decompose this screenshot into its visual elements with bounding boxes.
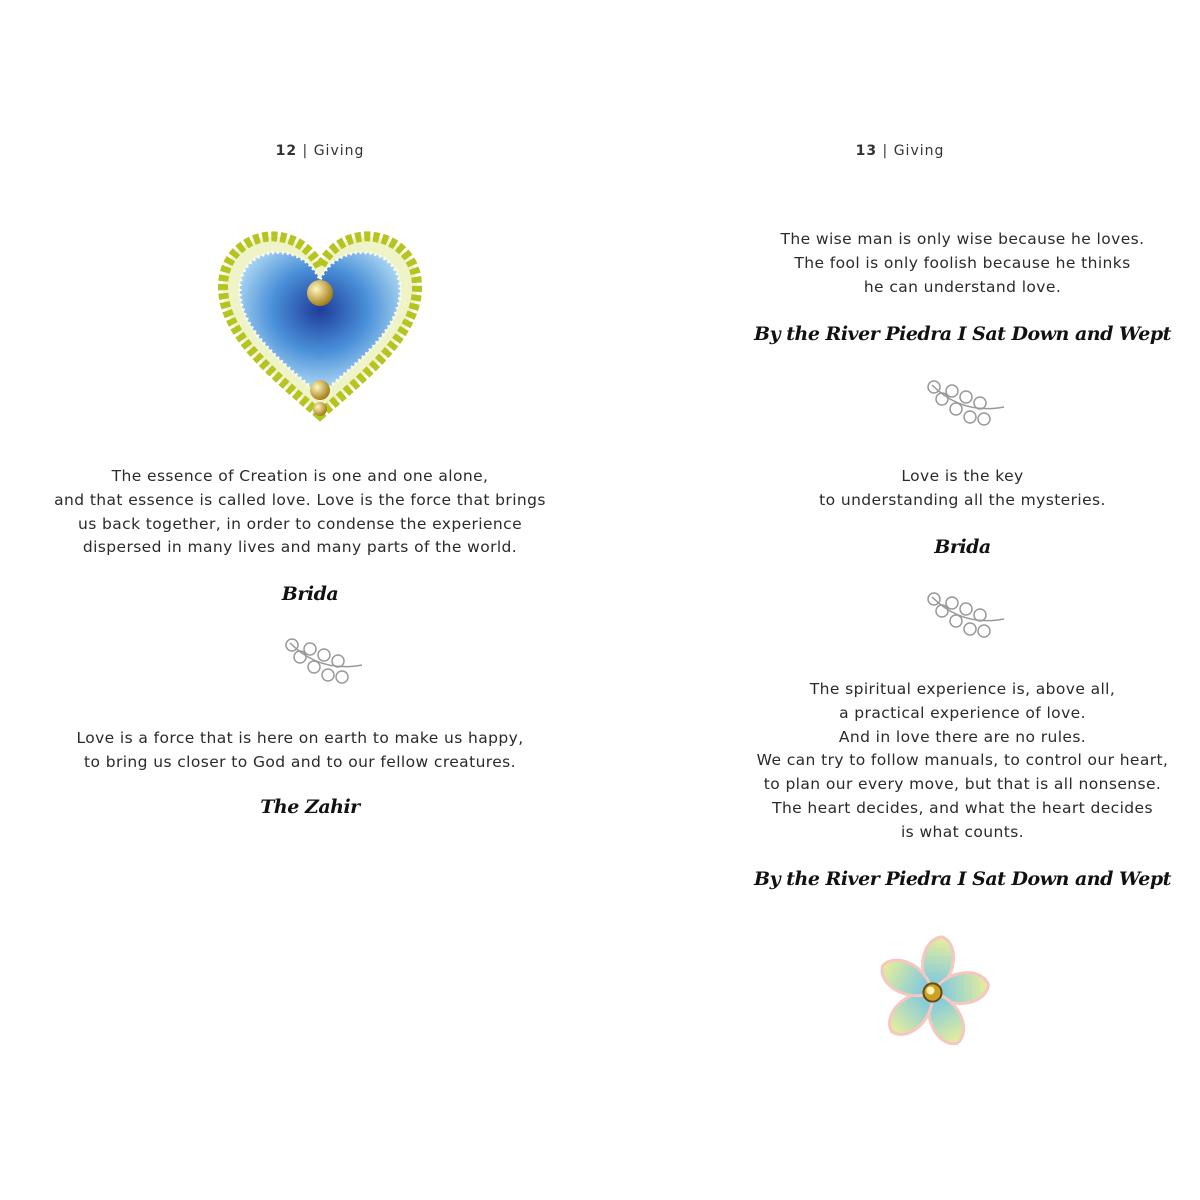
quote-source: By the River Piedra I Sat Down and Wept	[754, 868, 1171, 890]
quote-line: The fool is only foolish because he thinks	[794, 253, 1131, 272]
page-number: 13	[855, 143, 878, 159]
quote-source: Brida	[934, 536, 991, 558]
page-header: 12 | Giving	[275, 143, 365, 159]
quote-line: And in love there are no rules.	[838, 727, 1087, 746]
quote-line: to understanding all the mysteries.	[819, 490, 1106, 509]
quote-line: and that essence is called love. Love is the force that brings	[54, 490, 546, 509]
leaf-ornament-icon	[922, 375, 1007, 430]
quote-line: Love is a force that is here on earth to make us happy,	[76, 729, 524, 747]
quote-line: he can understand love.	[863, 277, 1062, 296]
section-title: Giving	[893, 143, 945, 159]
page-header: 13 | Giving	[855, 143, 945, 159]
quote-line: to bring us closer to God and to our fellow creatures.	[84, 752, 516, 771]
quote-text	[660, 465, 1200, 513]
quote-text	[0, 465, 600, 560]
quote-line: a practical experience of love.	[839, 703, 1086, 722]
heart-illustration	[215, 225, 425, 425]
quote-line: The wise man is only wise because he loves.	[780, 230, 1145, 248]
quote-line: is what counts.	[900, 822, 1025, 841]
quote-line: Love is the key	[901, 467, 1024, 485]
quote-line: to plan our every move, but that is all nonsense.	[763, 775, 1162, 794]
quote-text	[660, 228, 1200, 299]
section-title: Giving	[313, 143, 365, 159]
quote-source: By the River Piedra I Sat Down and Wept	[754, 323, 1171, 345]
leaf-ornament-icon	[922, 587, 1007, 642]
pearl-icon	[307, 280, 333, 306]
quote-text	[0, 727, 600, 775]
quote-line: us back together, in order to condense the experience	[77, 514, 523, 533]
page-number: 12	[275, 143, 298, 159]
right-page	[600, 0, 1200, 1200]
quote-line: dispersed in many lives and many parts of the world.	[82, 538, 518, 557]
quote-text	[660, 678, 1200, 845]
quote-source: The Zahir	[260, 796, 360, 818]
quote-line: The essence of Creation is one and one alone,	[111, 467, 489, 485]
flower-illustration	[870, 930, 995, 1055]
leaf-ornament-icon	[280, 633, 365, 688]
quote-line: The spiritual experience is, above all,	[809, 680, 1116, 698]
quote-line: We can try to follow manuals, to control our heart,	[756, 751, 1169, 770]
quote-source: Brida	[281, 583, 339, 605]
quote-line: The heart decides, and what the heart decides	[772, 798, 1153, 817]
